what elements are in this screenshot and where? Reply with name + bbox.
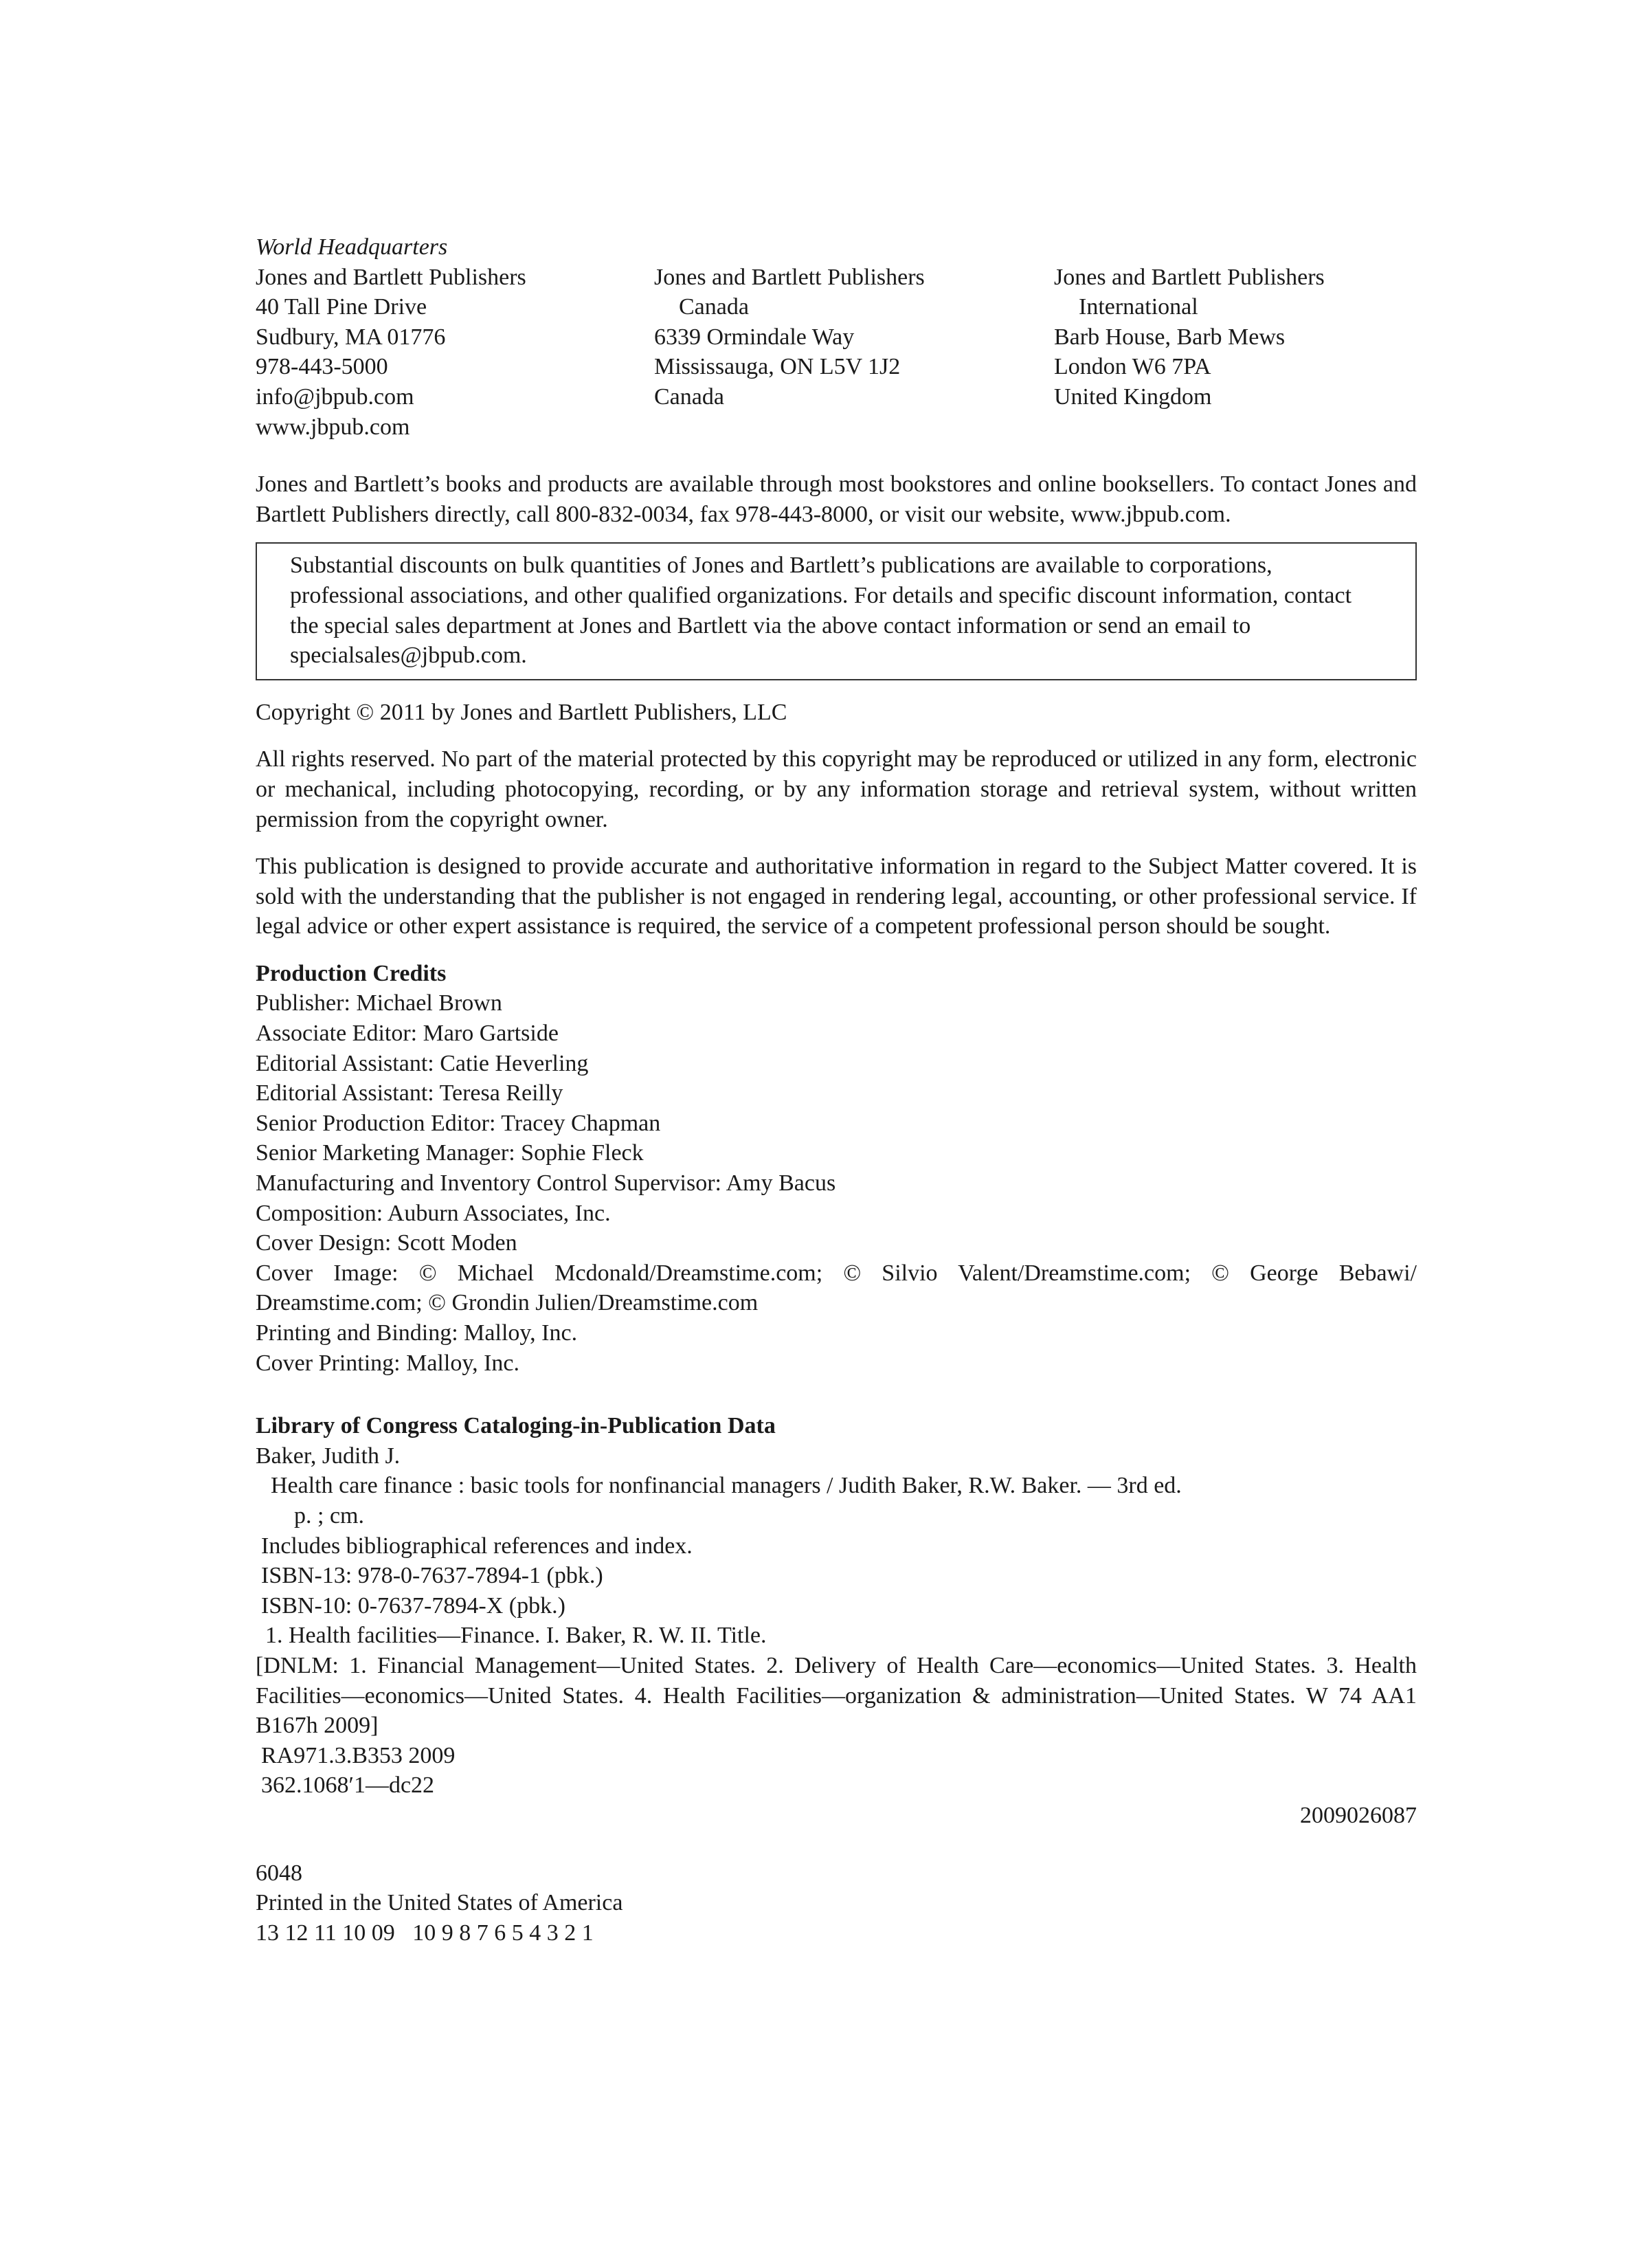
address-line: Canada bbox=[679, 294, 749, 320]
cip-author: Baker, Judith J. bbox=[256, 1443, 401, 1469]
address-block bbox=[256, 263, 1417, 443]
address-line: Barb House, Barb Mews bbox=[1054, 324, 1286, 350]
credit-item: Editorial Assistant: Teresa Reilly bbox=[256, 1080, 563, 1107]
credit-item: Manufacturing and Inventory Control Supervisor: Amy Bacus bbox=[256, 1170, 836, 1197]
address-line: London W6 7PA bbox=[1054, 354, 1211, 380]
impression-line: 13 12 11 10 09 10 9 8 7 6 5 4 3 2 1 bbox=[256, 1920, 594, 1946]
credit-item: Publisher: Michael Brown bbox=[256, 990, 502, 1016]
production-credits bbox=[256, 959, 1417, 1378]
address-line: Jones and Bartlett Publishers bbox=[654, 264, 925, 290]
address-line: Canada bbox=[654, 383, 724, 410]
address-line: 6339 Ormindale Way bbox=[654, 324, 855, 350]
printing-info bbox=[256, 1858, 1417, 1948]
availability-paragraph: Jones and Bartlett’s books and products are available through most bookstores and online booksellers. To contact Jones and Bartlett Publishers directly, call 800-832-0034, fax 978-443-8000, or visit our website, www.jbpub.com. bbox=[256, 471, 1417, 527]
disclaimer-paragraph: This publication is designed to provide accurate and authoritative information in regard to the Subject Matter covered. It is sold with the understanding that the publisher is not engaged in rendering legal, accounting, or other professional service. If legal advice or other expert assistance is required, the service of a competent professional person should be sought. bbox=[256, 854, 1417, 940]
cip-lccn: 2009026087 bbox=[1300, 1802, 1417, 1828]
bulk-discount-text: Substantial discounts on bulk quantities of Jones and Bartlett’s publications are available to corporations, professional associations, and other qualified organizations. For details and specific discount information, contact the special sales department at Jones and Bartlett via the above contact information or send an email to specialsales@jbpub.com. bbox=[290, 553, 1352, 669]
print-country: Printed in the United States of America bbox=[256, 1890, 623, 1916]
rights-paragraph: All rights reserved. No part of the material protected by this copyright may be reproduced or utilized in any form, electronic or mechanical, including photocopying, recording, or by any information storage and retrieval system, without written permission from the copyright owner. bbox=[256, 746, 1417, 832]
credit-item: Cover Printing: Malloy, Inc. bbox=[256, 1350, 520, 1376]
address-line: 40 Tall Pine Drive bbox=[256, 294, 427, 320]
cip-isbn10: ISBN-10: 0-7637-7894-X (pbk.) bbox=[261, 1592, 565, 1619]
credit-item: Printing and Binding: Malloy, Inc. bbox=[256, 1320, 578, 1346]
address-line: Mississauga, ON L5V 1J2 bbox=[654, 354, 901, 380]
credit-item: Associate Editor: Maro Gartside bbox=[256, 1021, 559, 1047]
bulk-discount-notice bbox=[256, 542, 1417, 680]
cip-data bbox=[256, 1411, 1417, 1830]
cip-dnlm: [DNLM: 1. Financial Management—United States. 2. Delivery of Health Care—economics—United States. 3. Health Facilities—economics—United States. 4. Health Facilities—organization & administration—United States. W 74 AA1 B167h 2009] bbox=[256, 1652, 1417, 1739]
cip-isbn13: ISBN-13: 978-0-7637-7894-1 (pbk.) bbox=[261, 1563, 603, 1589]
address-line: www.jbpub.com bbox=[256, 414, 410, 440]
credit-item: Composition: Auburn Associates, Inc. bbox=[256, 1200, 611, 1226]
credit-item: Senior Production Editor: Tracey Chapman bbox=[256, 1110, 661, 1136]
address-line: info@jbpub.com bbox=[256, 383, 414, 410]
cover-image-credit: Cover Image: © Michael Mcdonald/Dreamstime.com; © Silvio Valent/Dreamstime.com; © George Bebawi/ Dreamstime.com; © Grondin Julien/Dreamstime.com bbox=[256, 1260, 1417, 1316]
cip-dewey: 362.1068′1—dc22 bbox=[261, 1772, 435, 1799]
address-line: United Kingdom bbox=[1054, 383, 1212, 410]
cip-physical: p. ; cm. bbox=[294, 1502, 364, 1528]
credit-item: Cover Design: Scott Moden bbox=[256, 1230, 517, 1256]
address-line: Jones and Bartlett Publishers bbox=[256, 264, 526, 290]
address-canada bbox=[654, 263, 1054, 443]
print-code: 6048 bbox=[256, 1860, 302, 1886]
address-hq bbox=[256, 263, 654, 443]
production-credits-heading: Production Credits bbox=[256, 960, 447, 986]
address-international bbox=[1054, 263, 1417, 443]
address-line: Jones and Bartlett Publishers bbox=[1054, 264, 1325, 290]
copyright-line: Copyright © 2011 by Jones and Bartlett Publishers, LLC bbox=[256, 699, 787, 725]
copyright-page bbox=[256, 232, 1417, 1948]
cip-lc-class: RA971.3.B353 2009 bbox=[261, 1742, 456, 1768]
cip-notes: Includes bibliographical references and index. bbox=[261, 1533, 693, 1559]
address-line: Sudbury, MA 01776 bbox=[256, 324, 446, 350]
address-line: 978-443-5000 bbox=[256, 354, 388, 380]
credit-item: Editorial Assistant: Catie Heverling bbox=[256, 1050, 589, 1076]
credit-item: Senior Marketing Manager: Sophie Fleck bbox=[256, 1140, 644, 1166]
address-line: International bbox=[1079, 294, 1198, 320]
cip-title: Health care finance : basic tools for nonfinancial managers / Judith Baker, R.W. Baker. — 3rd ed. bbox=[271, 1473, 1182, 1499]
hq-label: World Headquarters bbox=[256, 234, 448, 260]
cip-subjects: 1. Health facilities—Finance. I. Baker, R. W. II. Title. bbox=[265, 1623, 767, 1649]
cip-heading: Library of Congress Cataloging-in-Publication Data bbox=[256, 1413, 776, 1439]
